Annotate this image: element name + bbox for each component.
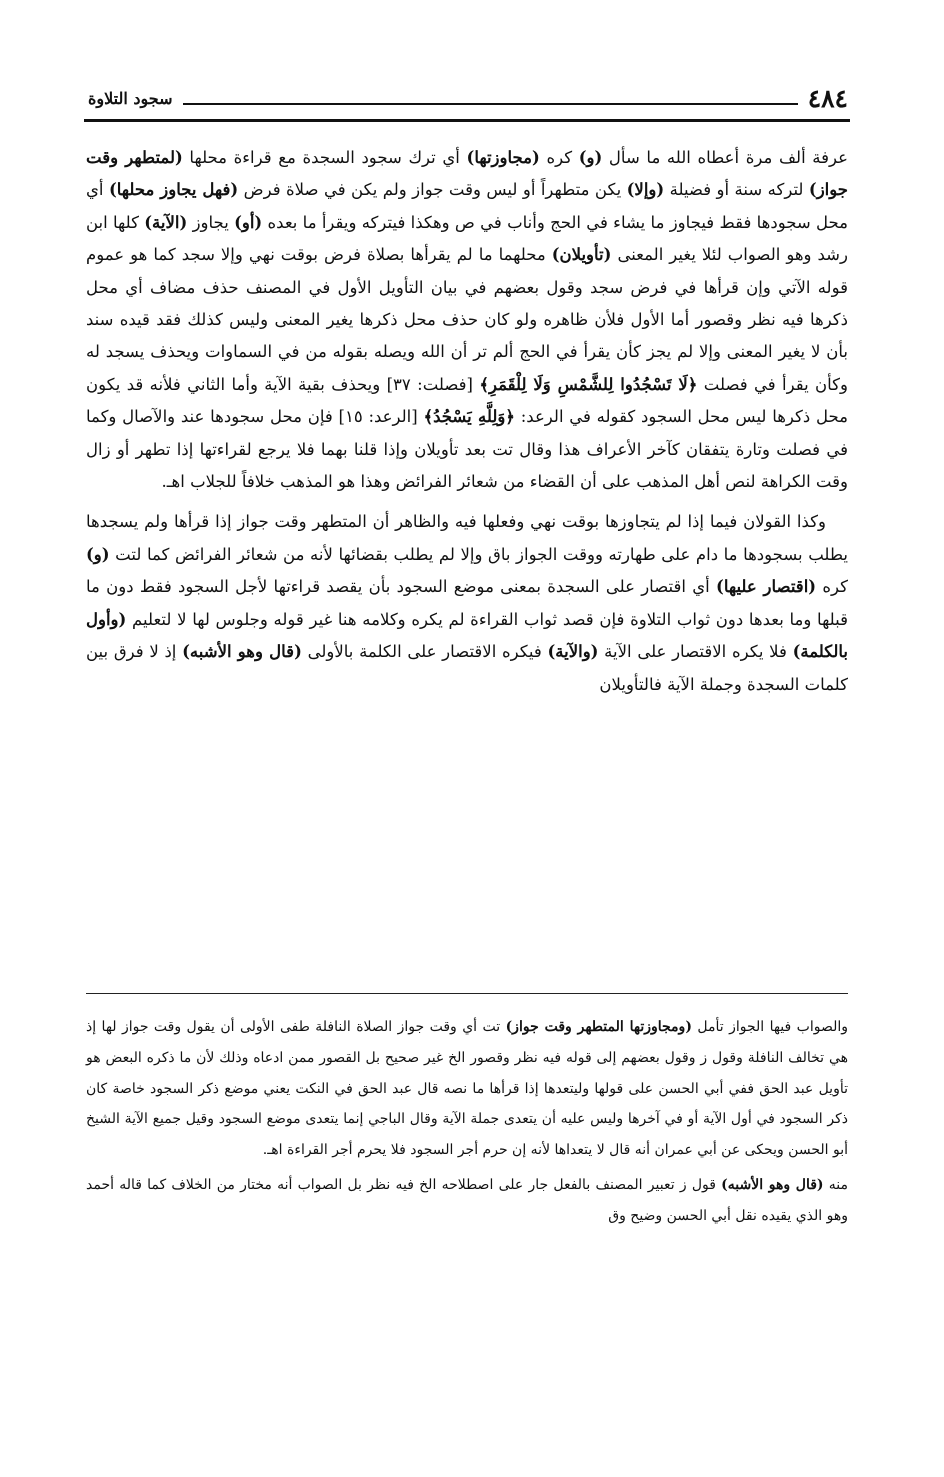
text-run: قول ز تعبير المصنف بالفعل جار على اصطلاحه الخ فيه نظر بل الصواب أنه مختار من الخلاف كما قاله أحمد وهو الذي يقيده نقل أبي الحسن وضيح وق bbox=[86, 1176, 848, 1224]
bold-term: (و) bbox=[86, 544, 110, 564]
page-number: ٤٨٤ bbox=[807, 84, 848, 113]
header-rule bbox=[84, 119, 850, 122]
text-run: [فصلت: ٣٧] ويحذف بقية الآية وأما الثاني فلأنه قد يكون محل ذكرها ليس محل السجود كقوله في الرعد: bbox=[86, 374, 848, 427]
text-run: والصواب فيها الجواز تأمل bbox=[691, 1019, 849, 1035]
main-paragraph-1 bbox=[86, 142, 848, 498]
bold-term: (و) bbox=[578, 148, 603, 167]
text-run: [الرعد: ١٥] فإن محل سجودها عند والآصال وكما في فصلت وتارة يتفقان كآخر الأعراف هذا وقال تت بعد تأويلان وإذا قلنا بهما فلا يرجع لقراءتها إذا تطهر أو زال وقت الكراهة لنص أهل المذهب على أن القضاء من شعائر الفرائض وهذا هو المذهب خلافاً للجلاب اهـ. bbox=[86, 407, 848, 492]
bold-term: ﴿وَلِلَّهِ يَسْجُدُ﴾ bbox=[423, 407, 515, 427]
text-run: منه bbox=[823, 1176, 848, 1193]
footnote-2 bbox=[86, 1170, 848, 1232]
text-run: كلها ابن رشد وهو الصواب لئلا يغير المعنى bbox=[86, 212, 848, 265]
footnotes bbox=[86, 1012, 848, 1232]
text-run: أي محل سجودها فقط فيجاوز ما يشاء في الحج وأناب في ص وهكذا فيتركه ويقرأ ما بعده bbox=[86, 180, 848, 232]
bold-term: (فهل يجاوز محلها) bbox=[108, 180, 239, 200]
text-run: محلهما ما لم يقرأها بصلاة فرض بوقت نهي وإلا سجد كما هو عموم قوله الآتي وإن قرأها في فرض سجد وقول بعضهم في بيان التأويل الأول في المصنف حذف مضاف أي محل ذكرها فيه نظر وقصور أما الأول فلأن ظاهره ولو كان حذف محل ذكرها يغير المعنى وليس كذلك فقد قيده سند بأن لا يغير المعنى وإلا لم يجز كأن يقرأ في الحج ألم تر أن الله ويصله بقوله من في السماوات ويحذف يسجد له وكأن يقرأ في فصلت bbox=[86, 245, 849, 394]
bold-term: (مجاوزتها) bbox=[466, 148, 540, 167]
text-run: أي اقتصار على السجدة بمعنى موضع السجود بأن يقصد قراءتها لأجل السجود فقط دون ما قبلها وما بعدها دون ثواب التلاوة فإن قصد ثواب القراءة لم يكره وكلامه هنا غير قوله وجلوس لها لا لتعليم bbox=[86, 577, 848, 629]
bold-term: (قال وهو الأشبه) bbox=[721, 1176, 824, 1193]
bold-term: (اقتصار عليها) bbox=[716, 577, 817, 597]
footnote-separator bbox=[86, 993, 848, 994]
bold-term: (أو) bbox=[234, 212, 263, 232]
text-run: فلا يكره الاقتصار على الآية bbox=[598, 642, 793, 662]
bold-term: (لمتطهر وقت جواز) bbox=[86, 148, 848, 200]
text-run: إذ لا فرق بين كلمات السجدة وجملة الآية فالتأويلان bbox=[86, 642, 848, 694]
text-run: عرفة ألف مرة أعطاه الله ما سأل bbox=[602, 148, 848, 167]
page-header bbox=[88, 84, 848, 114]
bold-term: ﴿لَا تَسْجُدُوا لِلشَّمْسِ وَلَا لِلْقَمَرِ﴾ bbox=[479, 374, 698, 394]
bold-term: (والآية) bbox=[547, 642, 599, 662]
text-run: يجاوز bbox=[187, 212, 235, 232]
bold-term: (ومجاوزتها المتطهر وقت جواز) bbox=[505, 1019, 692, 1035]
bold-term: (تأويلان) bbox=[551, 245, 612, 265]
text-run: لتركه سنة أو فضيلة bbox=[664, 180, 809, 200]
running-title: سجود التلاوة bbox=[88, 89, 173, 108]
main-paragraph-2 bbox=[86, 506, 848, 700]
bold-term: (وإلا) bbox=[626, 180, 665, 200]
text-run: يكن متطهراً أو ليس وقت جواز ولم يكن في صلاة فرض bbox=[238, 180, 627, 200]
bold-term: (الآية) bbox=[144, 212, 188, 232]
footnote-1 bbox=[86, 1012, 848, 1166]
bold-term: (قال وهو الأشبه) bbox=[182, 642, 302, 662]
text-run: فيكره الاقتصار على الكلمة بالأولى bbox=[301, 642, 548, 662]
text-run: وكذا القولان فيما إذا لم يتجاوزها بوقت نهي وفعلها فيه والظاهر أن المتطهر وقت جواز إذا قرأها ولم يسجدها يطلب بسجودها ما دام على طهارته ووقت الجواز باق وإلا لم يطلب بقضائها لأنه من شعائر الفرائض كما لتت bbox=[86, 512, 848, 564]
text-run: أي ترك سجود السجدة مع قراءة محلها bbox=[182, 148, 467, 167]
header-line bbox=[183, 103, 798, 105]
main-text bbox=[86, 142, 848, 701]
bold-term: (وأول بالكلمة) bbox=[86, 609, 848, 662]
text-run: كره bbox=[539, 148, 579, 167]
text-run: تت أي وقت جواز الصلاة النافلة طفى الأولى أن يقول وقت جواز لها إذ هي تخالف النافلة وقول ز وقول بعضهم إلى قوله فيه نظر وقصور الخ غير صحيح بل القصور ممن ادعاه وذلك لأن ما ذكره البعض هو تأويل عبد الحق ففي أبي الحسن على قولها وليتعدها إذا قرأها ما نصه قال عبد الحق في النكت يعني موضع ذكر السجود خاصة كان ذكر السجود في أول الآية أو في آخرها وليس عليه أن يتعدى جملة الآية وقال الباجي إنما يتعدى موضع السجود وقيل جميع الآية الشيخ أبو الحسن ويحكى عن أبي عمران أنه قال لا يتعداها لأنه إن حرم أجر السجود فلا يحرم أجر القراءة اهـ. bbox=[86, 1019, 848, 1159]
text-run: كره bbox=[816, 577, 848, 597]
